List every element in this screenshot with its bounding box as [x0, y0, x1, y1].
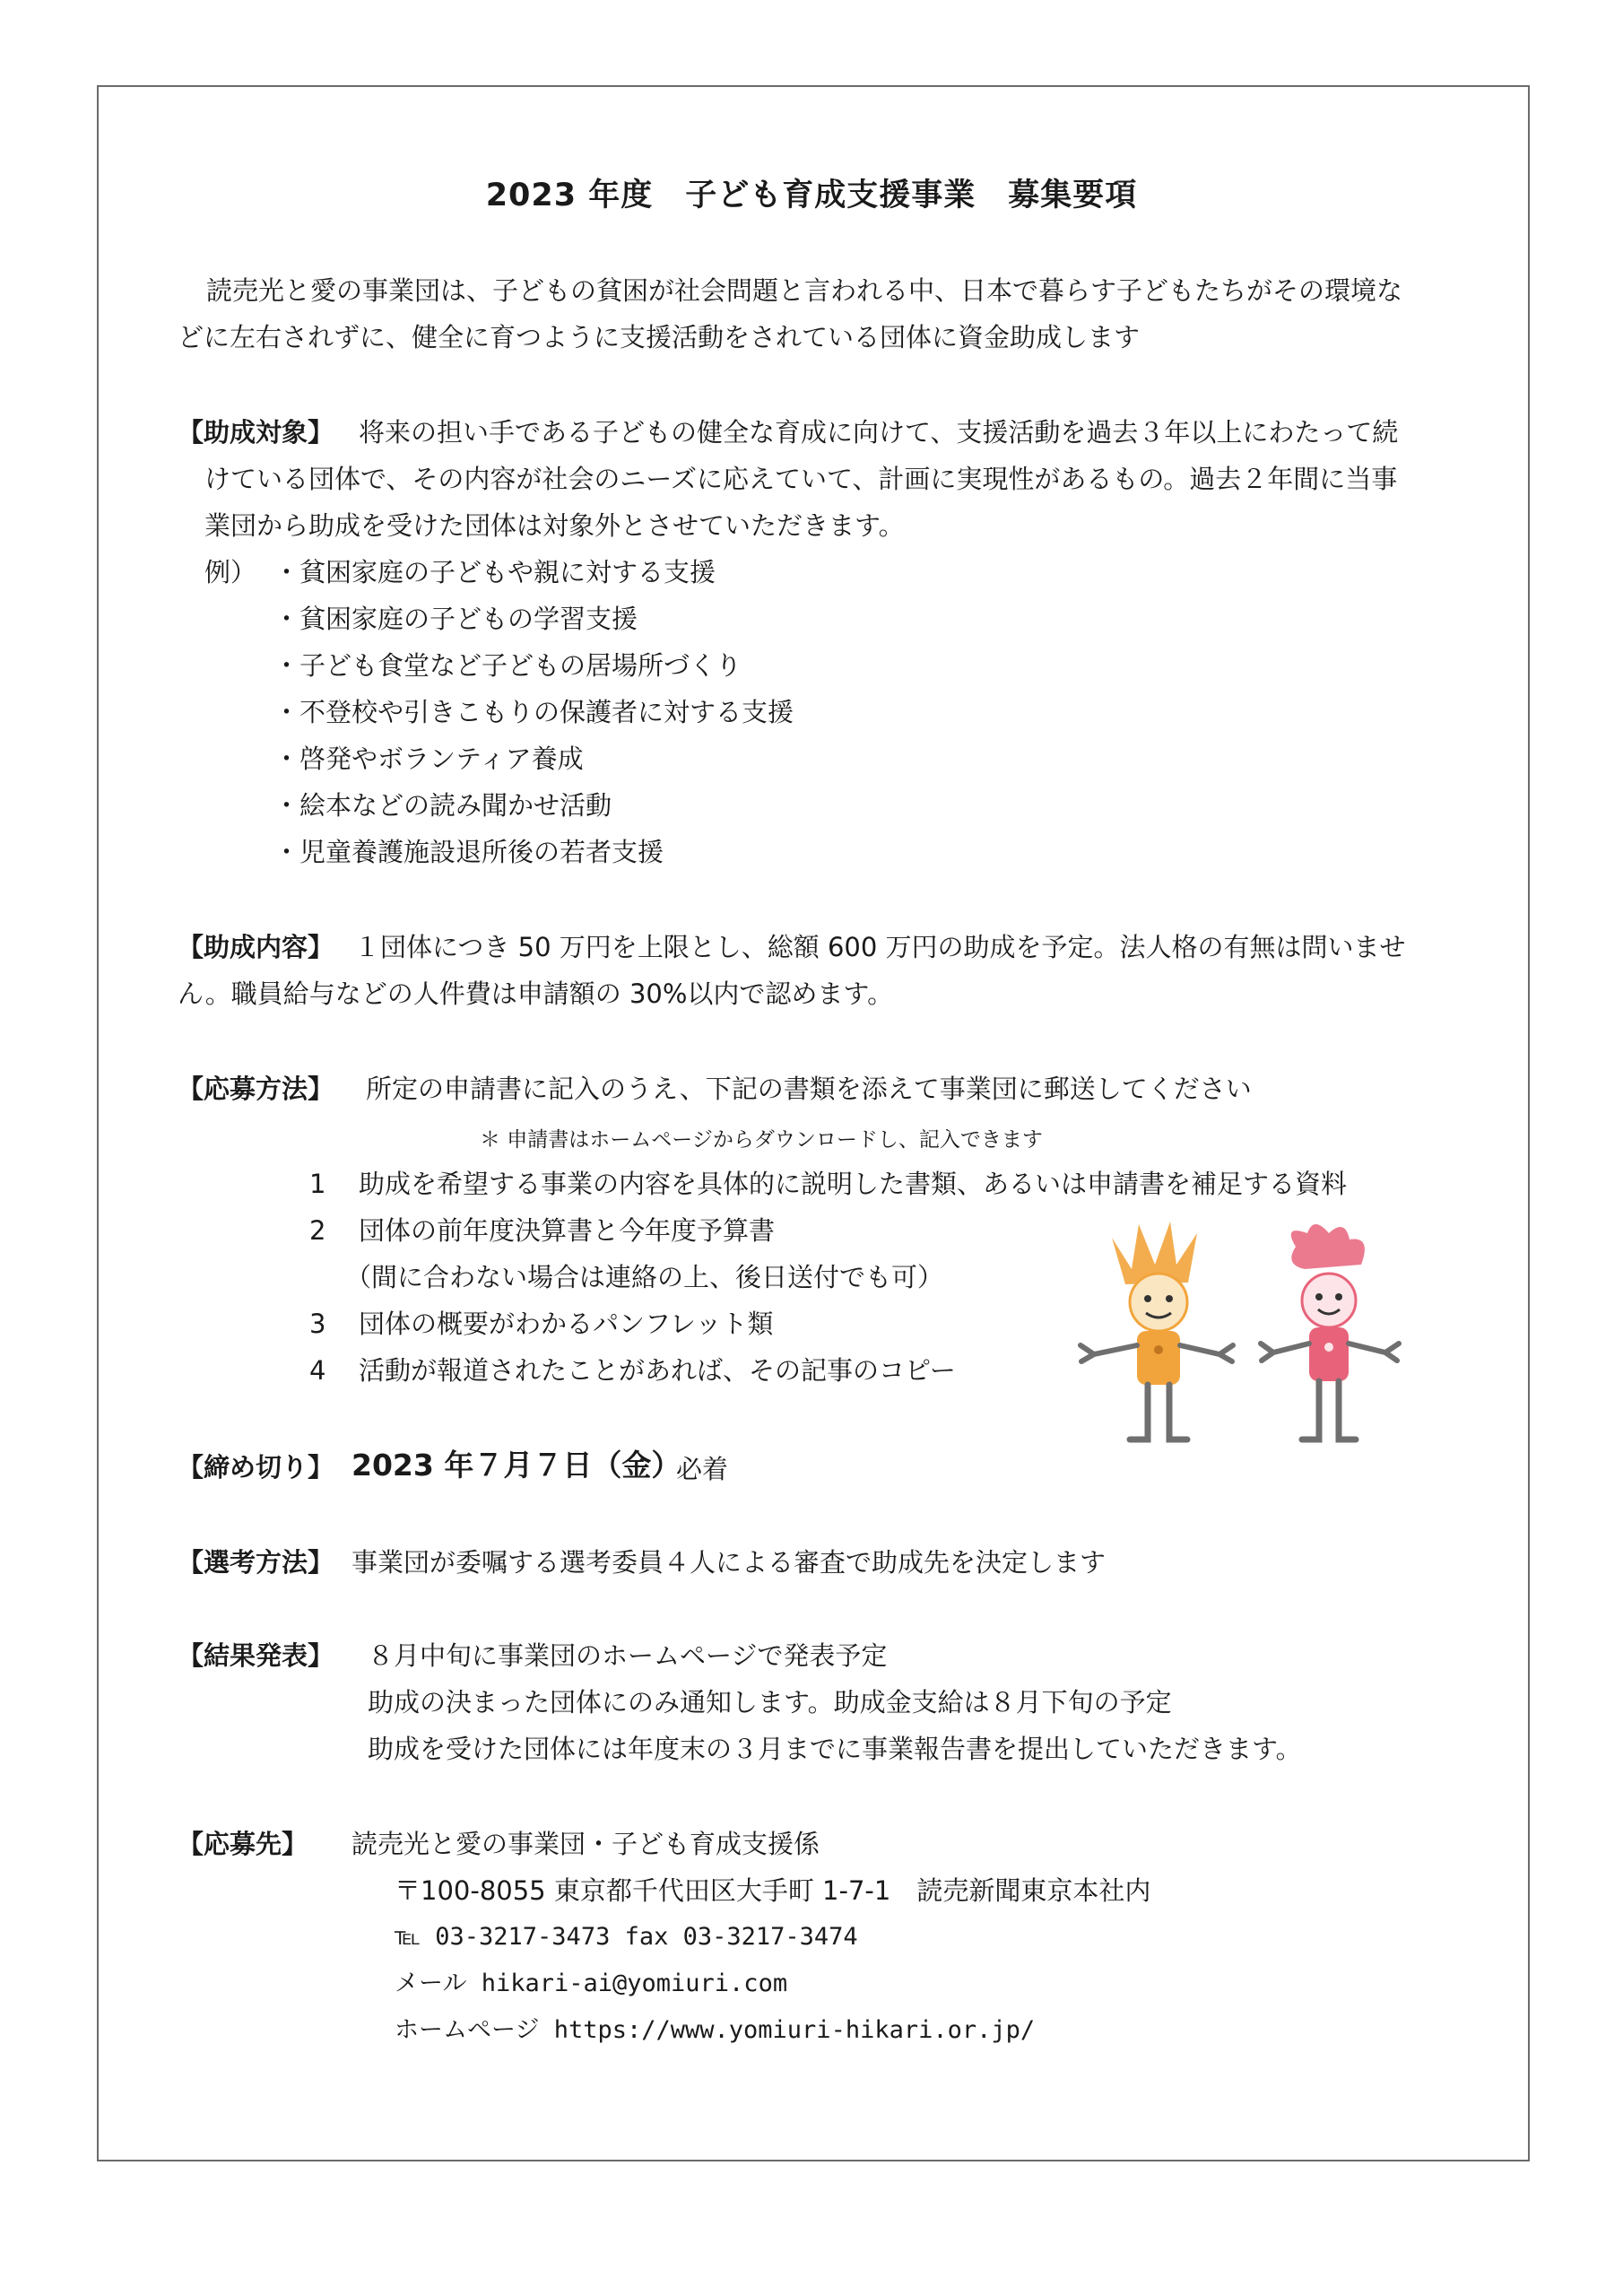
method-item-num: 3 [309, 1309, 326, 1339]
target-line-2: けている団体で、その内容が社会のニーズに応えていて、計画に実現性があるもの。過去２年間に当事 [204, 464, 1398, 494]
contact-address: 〒100-8055 東京都千代田区大手町 1-7-1 読売新聞東京本社内 [395, 1875, 1151, 1906]
selection-label: 【選考方法】 [178, 1547, 334, 1578]
content-label: 【助成内容】 [178, 932, 334, 962]
method-item-num: 2 [309, 1215, 326, 1246]
content-line-1: １団体につき 50 万円を上限とし、総額 600 万円の助成を予定。法人格の有無は問いませ [354, 932, 1406, 962]
method-note: ＊ 申請書はホームページからダウンロードし、記入できます [480, 1128, 1043, 1152]
method-item-num: 1 [309, 1169, 326, 1199]
results-line-3: 助成を受けた団体には年度末の３月までに事業報告書を提出していただきます。 [368, 1734, 1302, 1764]
target-line-3: 業団から助成を受けた団体は対象外とさせていただきます。 [204, 510, 905, 541]
contact-label: 【応募先】 [178, 1829, 308, 1859]
method-item-text: 団体の概要がわかるパンフレット類 [359, 1309, 774, 1339]
target-label: 【助成対象】 [178, 417, 334, 448]
deadline-date: 2023 年７月７日（金） [352, 1448, 681, 1483]
results-label: 【結果発表】 [178, 1640, 334, 1671]
target-line-1: 将来の担い手である子どもの健全な育成に向けて、支援活動を過去３年以上にわたって続 [359, 417, 1399, 448]
page-title: 2023 年度 子ども育成支援事業 募集要項 [485, 178, 1138, 213]
example-item: ・子ども食堂など子どもの居場所づくり [273, 650, 742, 681]
method-item-text: 助成を希望する事業の内容を具体的に説明した書類、あるいは申請書を補足する資料 [359, 1169, 1348, 1199]
example-item: ・絵本などの読み聞かせ活動 [273, 790, 612, 821]
example-item: ・貧困家庭の子どもの学習支援 [273, 604, 638, 634]
contact-tel: ℡ 03-3217-3473 fax 03-3217-3474 [395, 1923, 858, 1951]
method-label: 【応募方法】 [178, 1074, 334, 1104]
content-line-2: ん。職員給与などの人件費は申請額の 30%以内で認めます。 [178, 978, 894, 1009]
deadline-label: 【締め切り】 [178, 1452, 334, 1483]
pink-mascot-icon [1261, 1224, 1399, 1439]
example-item: ・貧困家庭の子どもや親に対する支援 [273, 557, 716, 587]
intro-line-2: どに左右されずに、健全に育つように支援活動をされている団体に資金助成します [178, 322, 1141, 352]
example-item: ・不登校や引きこもりの保護者に対する支援 [273, 697, 794, 727]
method-line: 所定の申請書に記入のうえ、下記の書類を添えて事業団に郵送してください [366, 1074, 1252, 1104]
example-item: ・啓発やボランティア養成 [273, 744, 584, 774]
mascot-illustration [1076, 1220, 1417, 1453]
method-item-text: 活動が報道されたことがあれば、その記事のコピー [359, 1355, 956, 1386]
method-item-text: 団体の前年度決算書と今年度予算書 [359, 1215, 776, 1246]
deadline-suffix: 必着 [676, 1454, 729, 1484]
example-label: 例） [204, 557, 257, 587]
example-item: ・児童養護施設退所後の若者支援 [273, 837, 664, 867]
contact-org: 読売光と愛の事業団・子ども育成支援係 [352, 1829, 820, 1859]
orange-mascot-icon [1081, 1222, 1233, 1439]
contact-mail[interactable]: メール hikari-ai@yomiuri.com [395, 1970, 788, 1997]
method-item-num: 4 [309, 1355, 326, 1386]
intro-line-1: 読売光と愛の事業団は、子どもの貧困が社会問題と言われる中、日本で暮らす子どもたちがその環境な [206, 275, 1403, 306]
selection-text: 事業団が委嘱する選考委員４人による審査で助成先を決定します [352, 1547, 1107, 1578]
contact-homepage[interactable]: ホームページ https://www.yomiuri-hikari.or.jp/ [395, 2016, 1036, 2044]
results-line-2: 助成の決まった団体にのみ通知します。助成金支給は８月下旬の予定 [368, 1687, 1172, 1718]
results-line-1: ８月中旬に事業団のホームページで発表予定 [368, 1640, 888, 1671]
method-item-text: （間に合わない場合は連絡の上、後日送付でも可） [345, 1262, 944, 1292]
